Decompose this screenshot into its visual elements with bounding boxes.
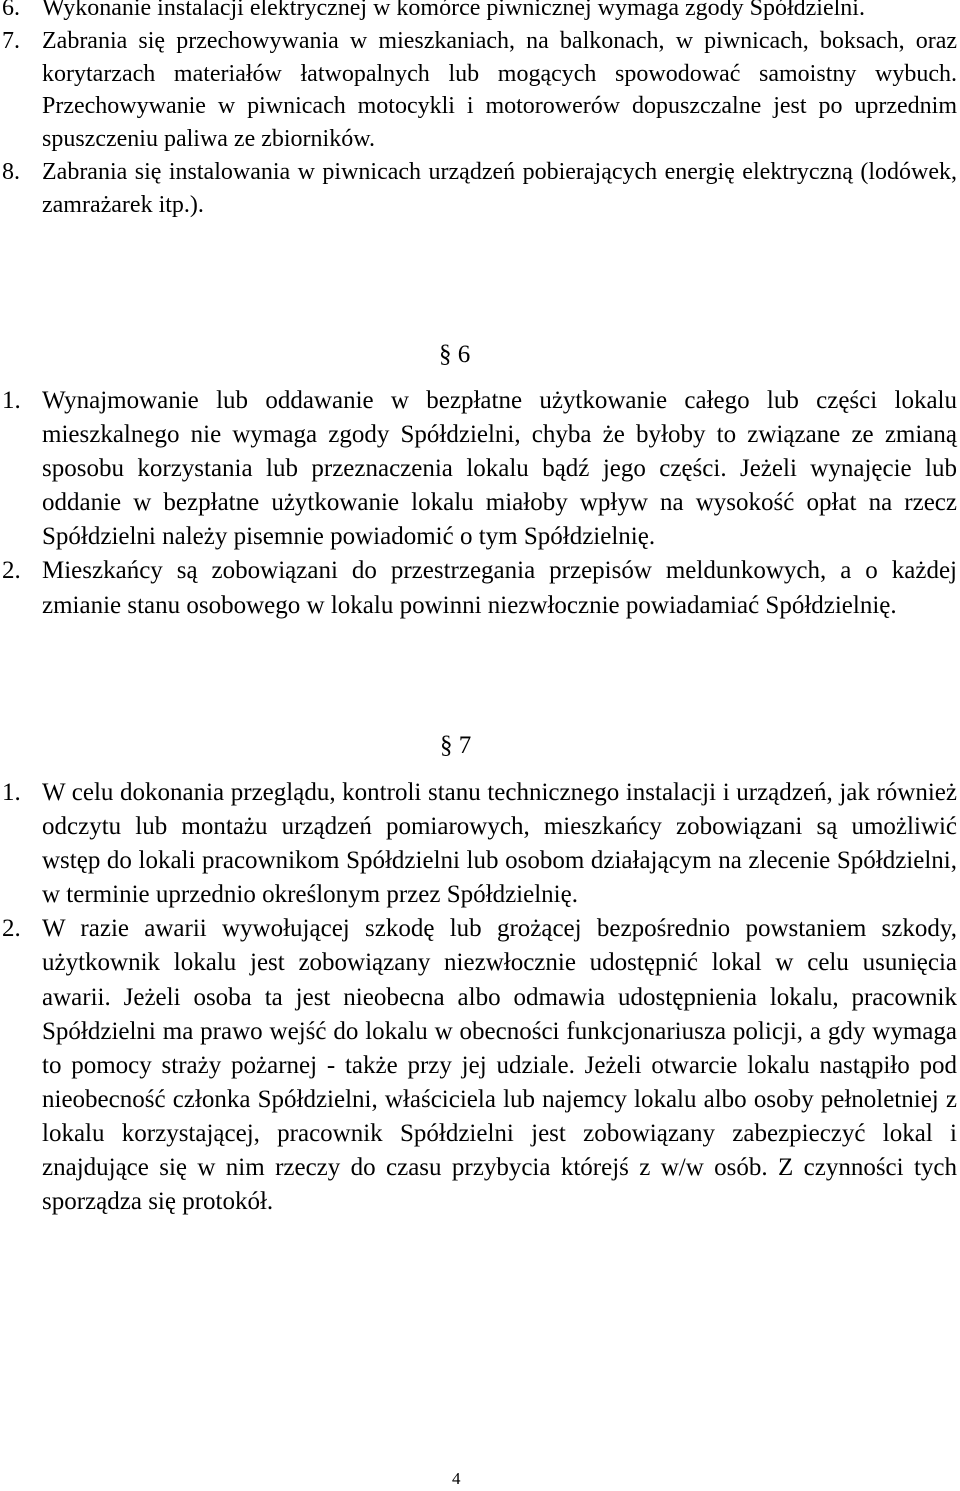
- list-item: [0, 0, 960, 25]
- page-number: 4: [452, 1469, 461, 1488]
- item-text: W celu dokonania przeglądu, kontroli stanu technicznego instalacji i urządzeń, jak również odczytu lub montażu urządzeń pomiarowych, mieszkańcy zobowiązani są umożliwić wstęp do lokali pracownikom Spółdzielni lub osobom działającym na zlecenie Spółdzielni, w terminie uprzednio określonym przez Spółdzielnię.: [42, 779, 957, 909]
- section-6-list: [0, 384, 960, 623]
- list-item: [0, 156, 960, 222]
- list-item: [0, 912, 960, 1219]
- list-item: [0, 776, 960, 912]
- section-7-list: [0, 776, 960, 1219]
- list-item: [0, 554, 960, 622]
- regulations-list-continued: [0, 0, 960, 222]
- list-item: [0, 25, 960, 156]
- item-number: 7.: [2, 27, 20, 54]
- item-text: Mieszkańcy są zobowiązani do przestrzegania przepisów meldunkowych, a o każdej zmianie stanu osobowego w lokalu powinni niezwłocznie powiadamiać Spółdzielnię.: [42, 557, 957, 619]
- item-number: 6.: [2, 0, 20, 21]
- item-text: Wynajmowanie lub oddawanie w bezpłatne użytkowanie całego lub części lokalu mieszkalnego nie wymaga zgody Spółdzielni, chyba że byłoby to związane ze zmianą sposobu korzystania lub przeznaczenia lokalu bądź jego części. Jeżeli wynajęcie lub oddanie w bezpłatne użytkowanie lokalu miałoby wpływ na wysokość opłat na rzecz Spółdzielni należy pisemnie powiadomić o tym Spółdzielnię.: [42, 387, 957, 551]
- item-number: 8.: [2, 158, 20, 185]
- item-number: 2.: [2, 557, 21, 585]
- section-heading-7: § 7: [440, 732, 472, 759]
- item-number: 1.: [2, 779, 21, 806]
- section-heading-6: § 6: [439, 341, 471, 368]
- item-number: 2.: [2, 915, 21, 943]
- item-text: Zabrania się instalowania w piwnicach urządzeń pobierających energię elektryczną (lodówek, zamrażarek itp.).: [42, 158, 957, 218]
- item-number: 1.: [2, 387, 21, 414]
- list-item: [0, 384, 960, 554]
- item-text: Zabrania się przechowywania w mieszkaniach, na balkonach, w piwnicach, boksach, oraz korytarzach materiałów łatwopalnych lub mogących spowodować samoistny wybuch. Przechowywanie w piwnicach motocykli i motorowerów dopuszczalne jest po uprzednim spuszczeniu paliwa ze zbiorników.: [42, 27, 957, 153]
- item-text: Wykonanie instalacji elektrycznej w komórce piwnicznej wymaga zgody Spółdzielni.: [42, 0, 865, 21]
- item-text: W razie awarii wywołującej szkodę lub grożącej bezpośrednio powstaniem szkody, użytkownik lokalu jest zobowiązany niezwłocznie udostępnić lokal w celu usunięcia awarii. Jeżeli osoba ta jest nieobecna albo odmawia udostępnienia lokalu, pracownik Spółdzielni ma prawo wejść do lokalu w obecności funkcjonariusza policji, a gdy wymaga to pomocy straży pożarnej - także przy jej udziale. Jeżeli otwarcie lokalu nastąpiło pod nieobecność członka Spółdzielni, właściciela lub najemcy lokalu albo osoby pełnoletniej z lokalu korzystającej, pracownik Spółdzielni jest zobowiązany zabezpieczyć lokal i znajdujące się w nim rzeczy do czasu przybycia którejś z w/w osób. Z czynności tych sporządza się protokół.: [42, 915, 957, 1216]
